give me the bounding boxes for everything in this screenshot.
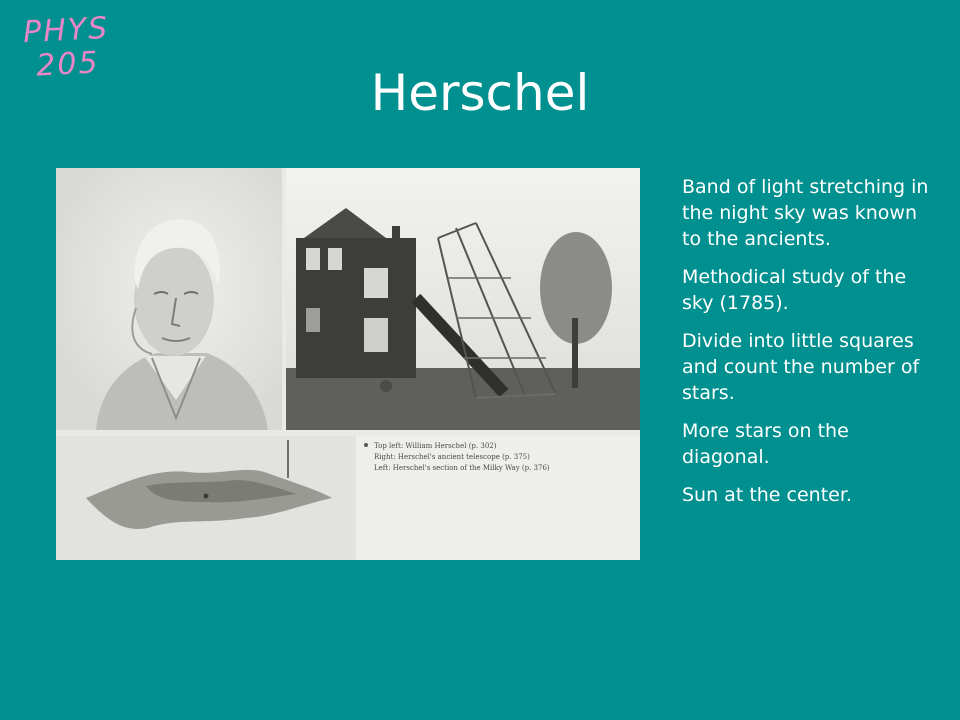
bullet-item: Divide into little squares and count the number of stars.	[682, 330, 920, 404]
bullet-item: More stars on the diagonal.	[682, 420, 849, 468]
course-tag-line-2: 205	[35, 45, 101, 84]
bullet-item: Band of light stretching in the night sky was known to the ancients.	[682, 176, 929, 250]
bullet-list	[682, 174, 940, 520]
telescope-image	[286, 168, 640, 430]
slide-title: Herschel	[370, 64, 590, 122]
figure-caption	[356, 436, 640, 560]
caption-line-2: Right: Herschel's ancient telescope (p. 375)	[374, 453, 530, 461]
bullet-item: Methodical study of the sky (1785).	[682, 266, 907, 314]
course-tag-line-1: PHYS	[22, 10, 110, 51]
caption-line-1: Top left: William Herschel (p. 302)	[374, 442, 497, 450]
portrait-image	[56, 168, 282, 430]
caption-line-3: Left: Herschel's section of the Milky Way (p. 376)	[374, 464, 550, 472]
herschel-figure	[56, 168, 640, 560]
milky-way-section-image	[56, 436, 356, 560]
bullet-item: Sun at the center.	[682, 484, 852, 506]
